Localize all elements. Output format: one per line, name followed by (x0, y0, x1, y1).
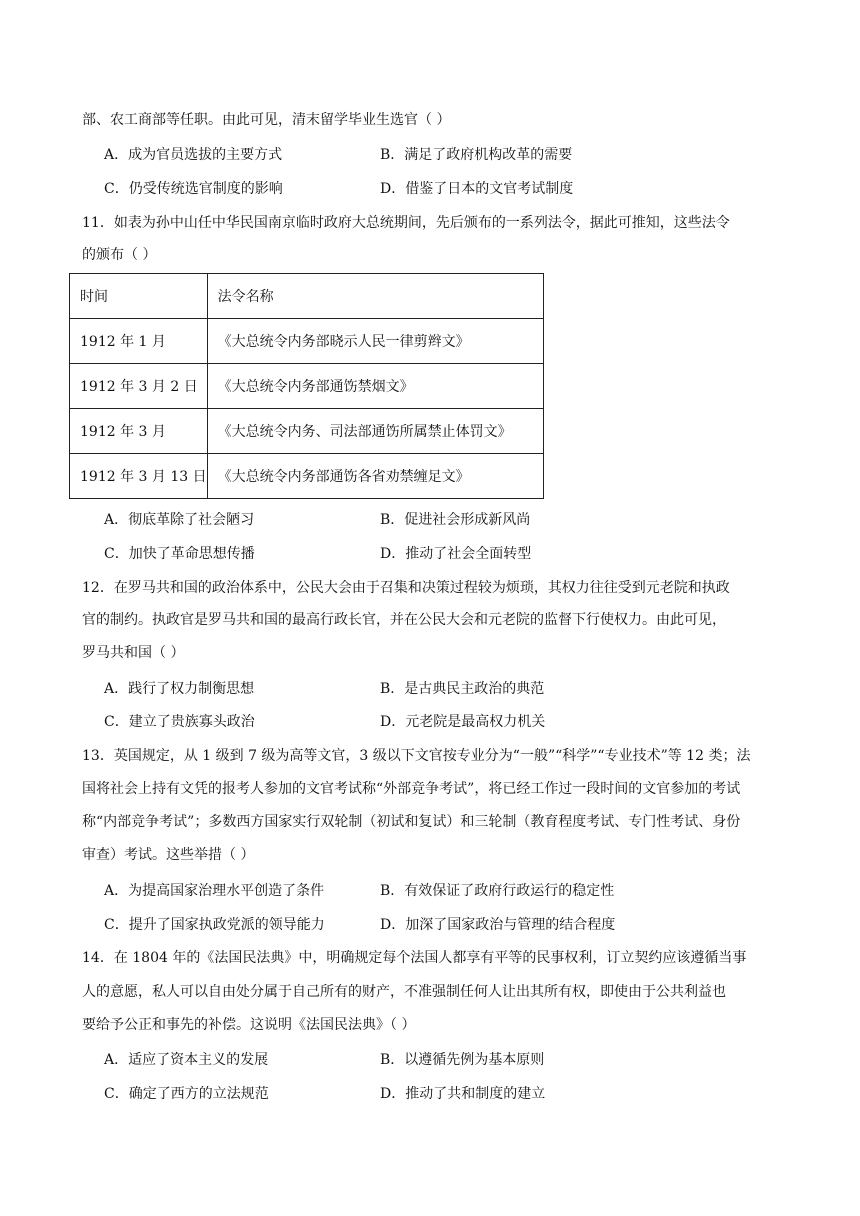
q14-option-a: A．适应了资本主义的发展 (104, 1052, 269, 1068)
q11-option-d: D．推动了社会全面转型 (380, 546, 532, 562)
q11-option-c: C．加快了革命思想传播 (104, 546, 255, 562)
q13-option-b: B．有效保证了政府行政运行的稳定性 (380, 883, 615, 899)
q12-option-a: A．践行了权力制衡思想 (104, 681, 255, 697)
q11-stem-line-2: 的颁布（ ） (82, 247, 157, 263)
table-header-row (70, 274, 544, 319)
q13-stem-line-2: 国将社会上持有文凭的报考人参加的文官考试称“外部竞争考试”，将已经工作过一段时间的文官参加的考试 (82, 781, 741, 797)
q12-option-c: C．建立了贵族寡头政治 (104, 714, 255, 730)
q11-option-b: B．促进社会形成新风尚 (380, 512, 531, 528)
q13-stem-line-4: 审查）考试。这些举措（ ） (82, 847, 255, 863)
q12-stem-line-1: 12．在罗马共和国的政治体系中，公民大会由于召集和决策过程较为烦琐，其权力往往受到元老院和执政 (82, 580, 730, 596)
q10-option-c: C．仍受传统选官制度的影响 (104, 181, 283, 197)
table-cell-time: 1912 年 3 月 (70, 409, 208, 454)
table-cell-time: 1912 年 3 月 2 日 (70, 364, 208, 409)
q13-option-d: D．加深了国家政治与管理的结合程度 (380, 917, 616, 933)
q14-option-d: D．推动了共和制度的建立 (380, 1086, 546, 1102)
q11-option-a: A．彻底革除了社会陋习 (104, 512, 255, 528)
q10-option-b: B．满足了政府机构改革的需要 (380, 147, 573, 163)
q12-stem-line-2: 官的制约。执政官是罗马共和国的最高行政长官，并在公民大会和元老院的监督下行使权力。由此可见， (82, 612, 726, 628)
q12-stem-line-3: 罗马共和国（ ） (82, 645, 185, 661)
table-row (70, 409, 544, 454)
table-cell-law: 《大总统令内务部通饬禁烟文》 (207, 364, 543, 409)
q13-stem-line-1: 13．英国规定，从 1 级到 7 级为高等文官，3 级以下文官按专业分为“一般”“科学”“专业技术”等 12 类；法 (82, 748, 751, 764)
q12-option-d: D．元老院是最高权力机关 (380, 714, 546, 730)
q14-stem-line-1: 14．在 1804 年的《法国民法典》中，明确规定每个法国人都享有平等的民事权利，订立契约应该遵循当事 (82, 950, 747, 966)
table-header-law: 法令名称 (207, 274, 543, 319)
q13-stem-line-3: 称“内部竞争考试”；多数西方国家实行双轮制（初试和复试）和三轮制（教育程度考试、专门性考试、身份 (82, 814, 741, 830)
q10-option-d: D．借鉴了日本的文官考试制度 (380, 181, 574, 197)
table-row (70, 454, 544, 499)
q14-stem-line-3: 要给予公正和事先的补偿。这说明《法国民法典》（ ） (82, 1017, 416, 1033)
q11-stem-line-1: 11．如表为孙中山任中华民国南京临时政府大总统期间，先后颁布的一系列法令，据此可推知，这些法令 (82, 215, 730, 231)
q12-option-b: B．是古典民主政治的典范 (380, 681, 545, 697)
q13-option-a: A．为提高国家治理水平创造了条件 (104, 883, 325, 899)
law-table (69, 273, 544, 499)
table-cell-law: 《大总统令内务部通饬各省劝禁缠足文》 (207, 454, 543, 499)
q14-stem-line-2: 人的意愿，私人可以自由处分属于自己所有的财产，不准强制任何人让出其所有权，即使由于公共利益也 (82, 984, 726, 1000)
table-row (70, 319, 544, 364)
table-cell-law: 《大总统令内务部晓示人民一律剪辫文》 (207, 319, 543, 364)
q14-option-b: B．以遵循先例为基本原则 (380, 1052, 545, 1068)
q13-option-c: C．提升了国家执政党派的领导能力 (104, 917, 325, 933)
q10-stem: 部、农工商部等任职。由此可见，清末留学毕业生选官（ ） (82, 112, 451, 128)
q14-option-c: C．确定了西方的立法规范 (104, 1086, 269, 1102)
table-cell-time: 1912 年 3 月 13 日 (70, 454, 208, 499)
table-cell-time: 1912 年 1 月 (70, 319, 208, 364)
q10-option-a: A．成为官员选拔的主要方式 (104, 147, 283, 163)
table-row (70, 364, 544, 409)
table-cell-law: 《大总统令内务、司法部通饬所属禁止体罚文》 (207, 409, 543, 454)
table-header-time: 时间 (70, 274, 208, 319)
